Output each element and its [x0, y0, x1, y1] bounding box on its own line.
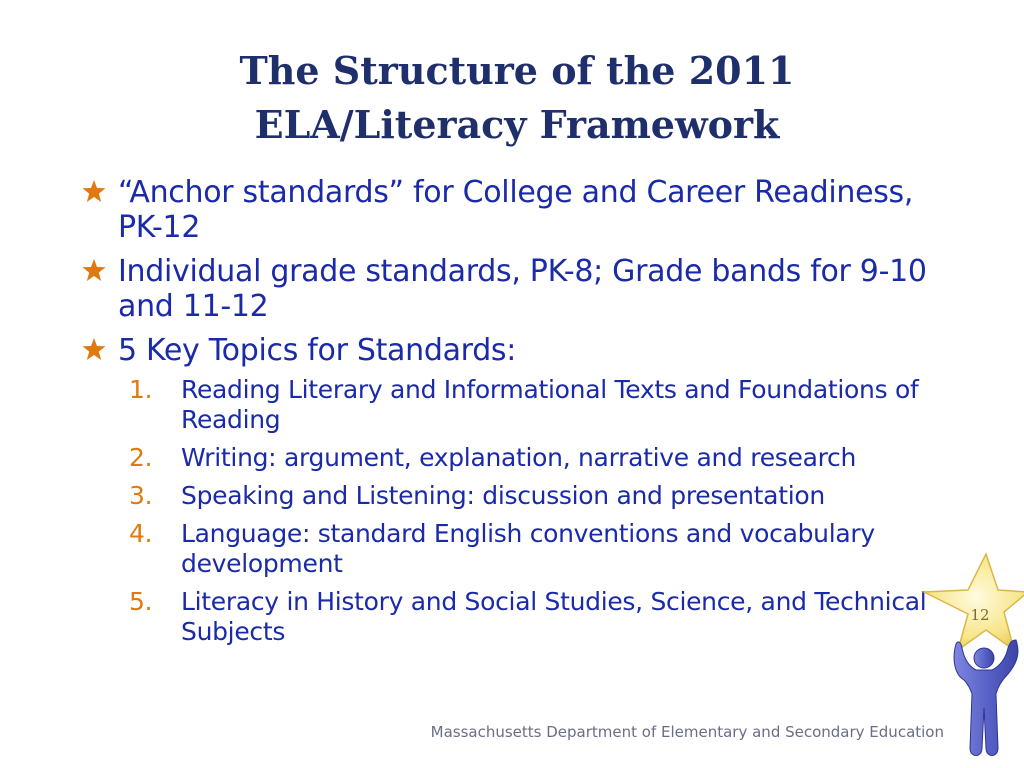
bullet-list: [82, 175, 962, 655]
topic-number: 1.: [129, 375, 153, 404]
numbered-topics-container: [82, 375, 962, 647]
topic-text: Language: standard English conventions and vocabulary development: [181, 519, 875, 578]
topic-item: [82, 443, 962, 473]
slide-title-line-2: ELA/Literacy Framework: [254, 102, 780, 147]
topic-number: 2.: [129, 443, 153, 472]
bullet-item-key-topics: [82, 333, 962, 368]
bullet-item-anchor-standards: [82, 175, 962, 245]
topic-number: 3.: [129, 481, 153, 510]
topic-number: 5.: [129, 587, 153, 616]
topic-text: Writing: argument, explanation, narrative and research: [181, 443, 857, 472]
slide-title-line-1: The Structure of the 2011: [239, 48, 795, 93]
topic-text: Speaking and Listening: discussion and presentation: [181, 481, 825, 510]
star-bullet-icon: [82, 337, 106, 361]
bullet-text: 5 Key Topics for Standards:: [118, 333, 517, 368]
footer-organization: Massachusetts Department of Elementary and Secondary Education: [430, 723, 944, 741]
topic-text: Reading Literary and Informational Texts and Foundations of Reading: [181, 375, 919, 434]
page-number: 12: [970, 606, 990, 624]
bullet-text: Individual grade standards, PK-8; Grade bands for 9-10 and 11-12: [118, 254, 927, 324]
topic-item: [82, 519, 962, 579]
slide-title: [0, 44, 1024, 152]
numbered-topic-list: [82, 375, 962, 647]
star-bullet-icon: [82, 258, 106, 282]
bullet-item-grade-standards: [82, 254, 962, 324]
topic-item: [82, 375, 962, 435]
topic-item: [82, 587, 962, 647]
bullet-text: “Anchor standards” for College and Career Readiness, PK-12: [118, 175, 914, 245]
topic-number: 4.: [129, 519, 153, 548]
topic-text: Literacy in History and Social Studies, Science, and Technical Subjects: [181, 587, 927, 646]
star-bullet-icon: [82, 179, 106, 203]
topic-item: [82, 481, 962, 511]
